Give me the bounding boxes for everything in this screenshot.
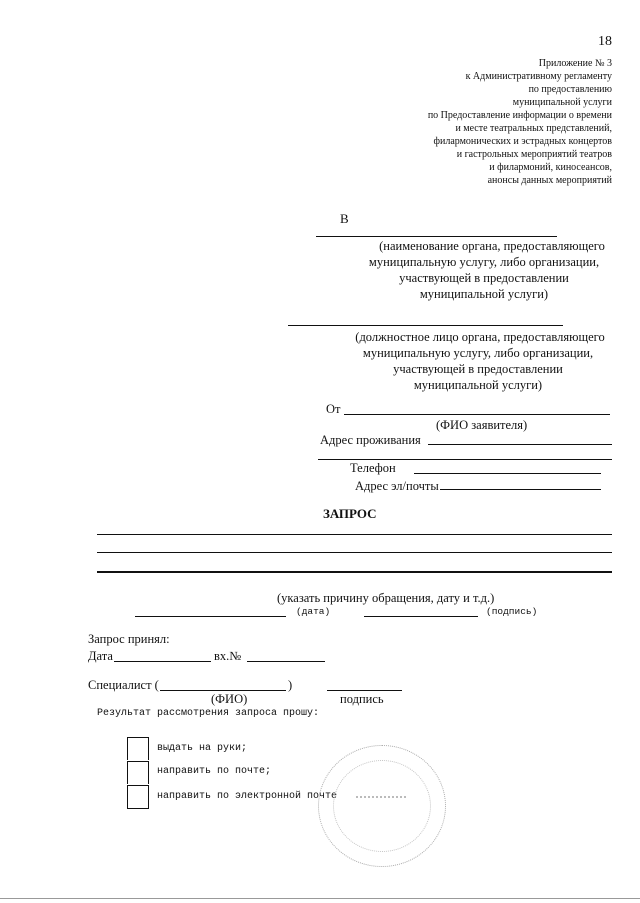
accepted-date-line[interactable] — [114, 661, 211, 662]
request-text-line[interactable] — [97, 534, 612, 535]
organ-name-line[interactable] — [316, 236, 557, 237]
phone-line[interactable] — [414, 473, 601, 474]
official-name-line[interactable] — [288, 325, 563, 326]
specialist-fio-note: (ФИО) — [211, 692, 248, 706]
applicant-fio-line[interactable] — [344, 414, 610, 415]
specialist-signature-note: подпись — [340, 692, 384, 706]
phone-label: Телефон — [350, 461, 396, 475]
option-label-email: направить по электронной почте — [157, 791, 338, 802]
official-note-line: (должностное лицо органа, предоставляющего — [355, 330, 605, 344]
request-text-line[interactable] — [97, 552, 612, 553]
request-date-note: (дата) — [296, 606, 331, 617]
accepted-title: Запрос принял: — [88, 632, 170, 646]
official-note-line: муниципальной услуги) — [413, 378, 543, 392]
header-line: и гастрольных мероприятий театров — [456, 149, 612, 160]
organ-note-line: (наименование органа, предоставляющего — [379, 239, 605, 253]
specialist-signature-line[interactable] — [327, 690, 402, 691]
accepted-date-label: Дата — [88, 649, 113, 663]
specialist-label: Специалист ( — [88, 678, 159, 692]
specialist-fio-line[interactable] — [160, 690, 286, 691]
official-note-line: муниципальную услугу, либо организации, — [362, 346, 594, 360]
header-line: и месте театральных представлений, — [455, 123, 612, 134]
option-checkbox-hand[interactable] — [127, 737, 149, 760]
address-line-2[interactable] — [318, 459, 612, 460]
header-line: анонсы данных мероприятий — [487, 175, 612, 186]
page-number: 18 — [598, 34, 612, 49]
option-checkbox-mail[interactable] — [127, 761, 149, 784]
email-label: Адрес эл/почты — [355, 479, 439, 493]
result-title: Результат рассмотрения запроса прошу: — [97, 708, 320, 719]
header-line: муниципальной услуги — [512, 97, 612, 108]
address-line[interactable] — [428, 444, 612, 445]
incoming-number-label: вх.№ — [214, 649, 242, 663]
option-label-mail: направить по почте; — [157, 766, 272, 777]
organ-note-line: муниципальную услугу, либо организации, — [368, 255, 600, 269]
request-title: ЗАПРОС — [323, 506, 377, 521]
applicant-fio-note: (ФИО заявителя) — [436, 418, 528, 432]
header-line: филармонических и эстрадных концертов — [433, 136, 612, 147]
header-line: к Административному регламенту — [465, 71, 612, 82]
official-note-line: участвующей в предоставлении — [393, 362, 563, 376]
request-reason-note: (указать причину обращения, дату и т.д.) — [277, 591, 495, 605]
from-label: От — [326, 402, 341, 416]
address-label: Адрес проживания — [320, 433, 421, 447]
email-line[interactable] — [440, 489, 601, 490]
organ-note-line: участвующей в предоставлении — [399, 271, 569, 285]
option-checkbox-email[interactable] — [127, 785, 149, 809]
bottom-edge-line — [0, 898, 640, 899]
header-line: по Предоставление информации о времени — [427, 110, 612, 121]
header-line: Приложение № 3 — [538, 58, 612, 69]
request-date-line[interactable] — [135, 616, 286, 617]
incoming-number-line[interactable] — [247, 661, 325, 662]
request-signature-note: (подпись) — [486, 606, 538, 617]
to-label: В — [340, 211, 349, 226]
specialist-close: ) — [288, 678, 293, 692]
request-text-line[interactable] — [97, 571, 612, 573]
organ-note-line: муниципальной услуги) — [419, 287, 549, 301]
header-line: и филармоний, киносеансов, — [489, 162, 612, 173]
request-signature-line[interactable] — [364, 616, 478, 617]
option-label-hand: выдать на руки; — [157, 743, 248, 754]
header-line: по предоставлению — [528, 84, 612, 95]
